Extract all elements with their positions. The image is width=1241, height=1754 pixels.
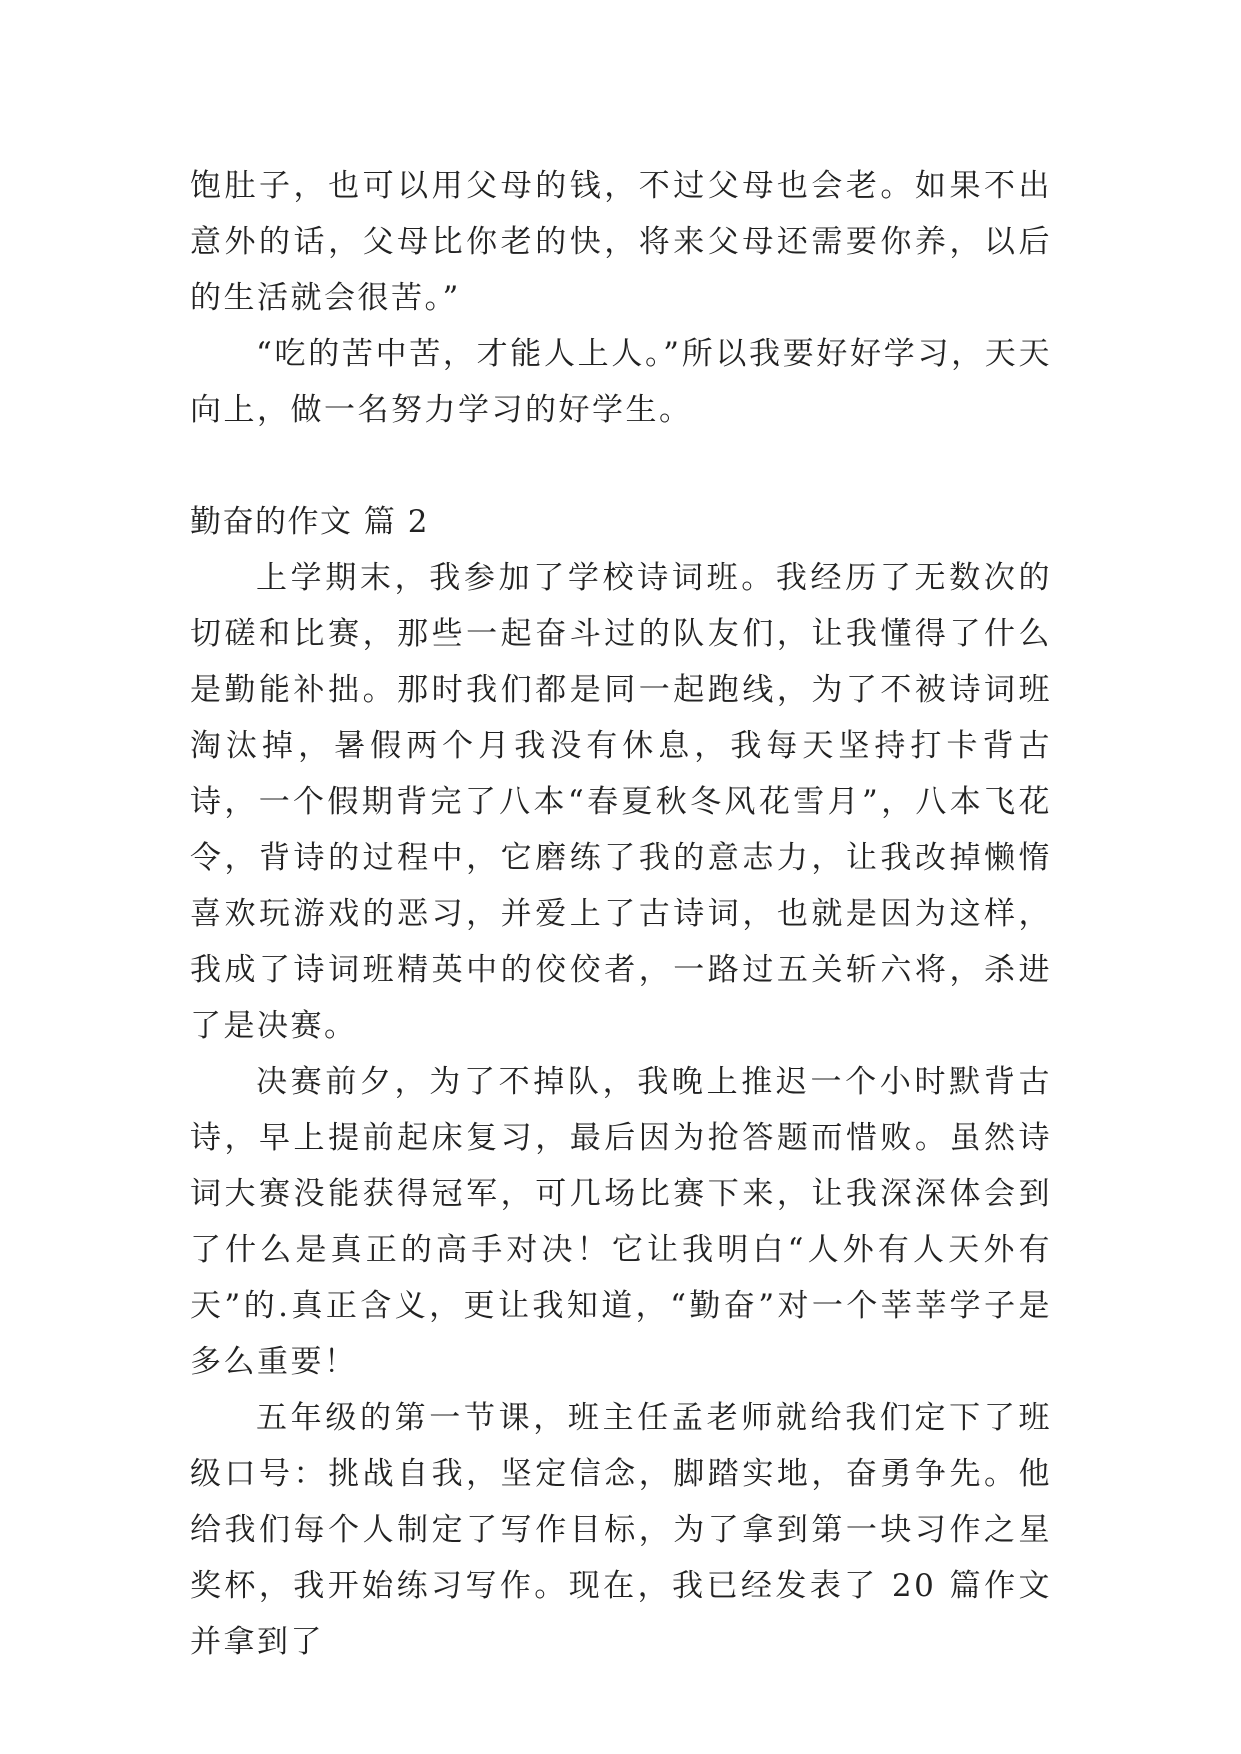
- document-body: [190, 158, 1052, 1670]
- paragraph-conclusion: “吃的苦中苦，才能人上人。”所以我要好好学习，天天向上，做一名努力学习的好学生。: [190, 336, 1052, 428]
- paragraph-fifth-grade: 五年级的第一节课，班主任孟老师就给我们定下了班级口号：挑战自我，坚定信念，脚踏实地，奋勇争先。他给我们每个人制定了写作目标，为了拿到第一块习作之星奖杯，我开始练习写作。现在，我已经发表了 20 篇作文并拿到了: [190, 1400, 1052, 1660]
- section-heading: 勤奋的作文 篇 2: [190, 504, 429, 540]
- paragraph-continuation: 饱肚子，也可以用父母的钱，不过父母也会老。如果不出意外的话，父母比你老的快，将来父母还需要你养，以后的生活就会很苦。”: [190, 168, 1052, 316]
- paragraph-poetry-class: 上学期末，我参加了学校诗词班。我经历了无数次的切磋和比赛，那些一起奋斗过的队友们，让我懂得了什么是勤能补拙。那时我们都是同一起跑线，为了不被诗词班淘汰掉，暑假两个月我没有休息，我每天坚持打卡背古诗，一个假期背完了八本“春夏秋冬风花雪月”，八本飞花令，背诗的过程中，它磨练了我的意志力，让我改掉懒惰喜欢玩游戏的恶习，并爱上了古诗词，也就是因为这样，我成了诗词班精英中的佼佼者，一路过五关斩六将，杀进了是决赛。: [190, 560, 1052, 1044]
- paragraph-final-round: 决赛前夕，为了不掉队，我晚上推迟一个小时默背古诗，早上提前起床复习，最后因为抢答题而惜败。虽然诗词大赛没能获得冠军，可几场比赛下来，让我深深体会到了什么是真正的高手对决！它让我明白“人外有人天外有天”的.真正含义，更让我知道，“勤奋”对一个莘莘学子是多么重要！: [190, 1064, 1052, 1380]
